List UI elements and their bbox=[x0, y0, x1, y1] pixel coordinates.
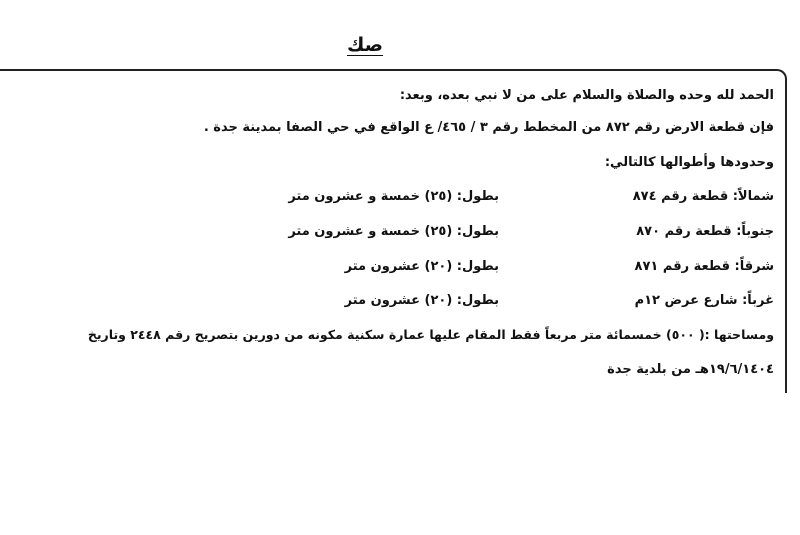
boundary-row-north bbox=[214, 189, 774, 209]
area-text-line-1: ومساحتها :( ٥٠٠) خمسمائة متر مربعاً فقط المقام عليها عمارة سكنية مكونه من دورين بتصريح رقم ٢٤٤٨ وتاريخ bbox=[87, 327, 774, 342]
boundary-row-east bbox=[214, 259, 774, 279]
boundary-length: بطول: (٢٥) خمسة و عشرون متر bbox=[288, 189, 499, 204]
document-title: صك bbox=[346, 34, 384, 56]
boundary-label: غرباً: شارع عرض ١٢م bbox=[634, 293, 774, 308]
boundary-label: شمالاً: قطعة رقم ٨٧٤ bbox=[632, 189, 774, 204]
intro-text: الحمد لله وحده والصلاة والسلام على من لا نبي بعده، وبعد: bbox=[399, 88, 774, 103]
boundary-row-south bbox=[214, 224, 774, 244]
boundary-length: بطول: (٢٥) خمسة و عشرون متر bbox=[288, 224, 499, 239]
boundary-length: بطول: (٢٠) عشرون متر bbox=[344, 293, 499, 308]
boundary-label: شرقاً: قطعة رقم ٨٧١ bbox=[634, 259, 774, 274]
boundary-label: جنوباً: قطعة رقم ٨٧٠ bbox=[636, 224, 774, 239]
boundary-length: بطول: (٢٠) عشرون متر bbox=[344, 259, 499, 274]
parcel-statement: فإن قطعة الارض رقم ٨٧٢ من المخطط رقم ٣ / ٤٦٥/ ع الواقع في حي الصفا بمدينة جدة . bbox=[203, 120, 774, 135]
boundaries-heading: وحدودها وأطوالها كالتالي: bbox=[604, 155, 774, 170]
boundary-row-west bbox=[214, 293, 774, 313]
area-text-line-2: ١٩/٦/١٤٠٤هـ من بلدية جدة bbox=[607, 362, 774, 377]
